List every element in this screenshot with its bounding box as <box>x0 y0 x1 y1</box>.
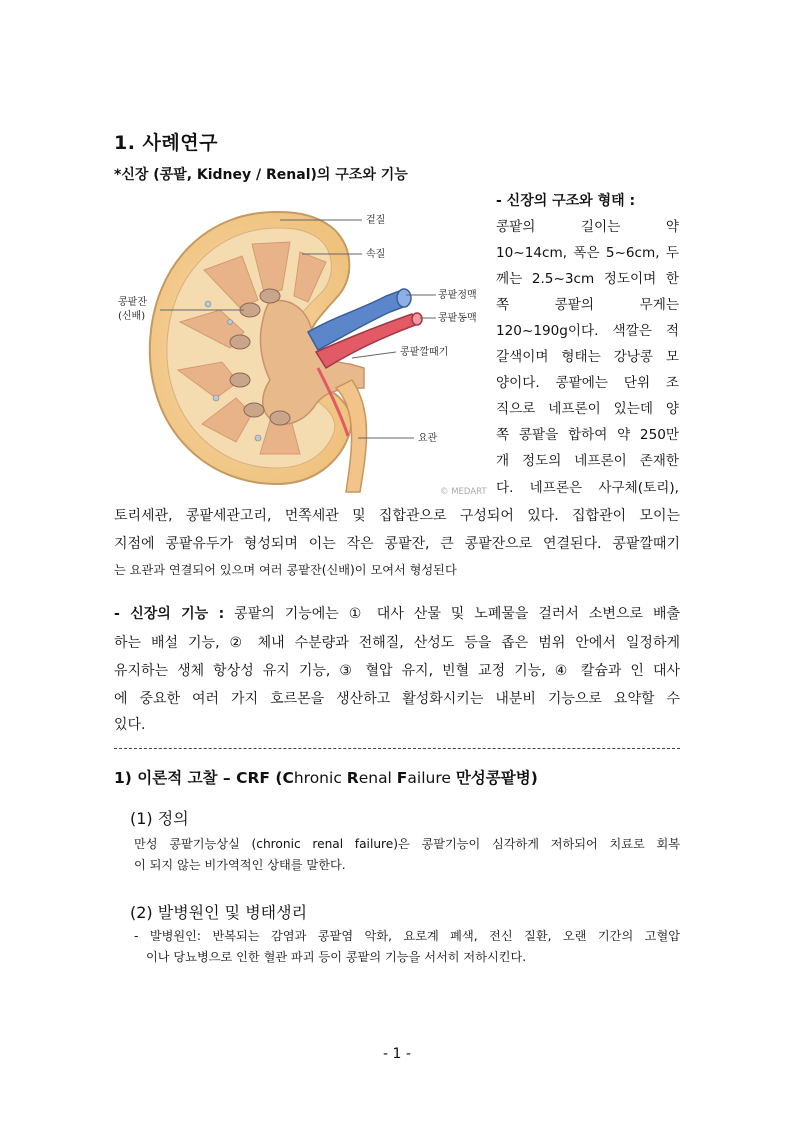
label-renal-artery: 콩팥동맥 <box>438 313 477 324</box>
function-line: 있다. <box>114 717 146 733</box>
definition-line: 이 되지 않는 비가역적인 상태를 말한다. <box>134 858 346 872</box>
cause-heading: (2) 발병원인 및 병태생리 <box>130 903 308 922</box>
label-calyx-alt: (신배) <box>118 311 146 322</box>
label-medulla: 속질 <box>366 249 386 260</box>
page-heading: 1. 사례연구 <box>114 132 218 154</box>
cause-line: 이나 당뇨병으로 인한 혈관 파괴 등이 콩팥의 기능을 서서히 저하시킨다. <box>146 950 527 964</box>
function-first-line <box>114 601 680 627</box>
structure-line: 쪽 콩팥의 무게는 <box>496 297 679 313</box>
structure-title: - 신장의 구조와 형태 : <box>496 193 636 209</box>
structure-line: 갈색이며 형태는 강낭콩 모 <box>496 349 679 365</box>
structure-line: 콩팥의 길이는 약 <box>496 219 679 235</box>
dashed-separator <box>114 748 680 749</box>
label-renal-pelvis: 콩팥깔때기 <box>400 347 449 358</box>
structure-full-line: 지점에 콩팥유두가 형성되며 이는 작은 콩팥잔, 큰 콩팥잔으로 연결된다. 콩팥깔때기 <box>114 536 680 552</box>
function-line: 에 중요한 여러 가지 호르몬을 생산하고 활성화시키는 내분비 기능으로 요약할 수 <box>114 691 680 707</box>
structure-line: 께는 2.5~3cm 정도이며 한 <box>496 271 679 287</box>
structure-line: 10~14cm, 폭은 5~6cm, 두 <box>496 245 679 261</box>
structure-full-line: 토리세관, 콩팥세관고리, 먼쪽세관 및 집합관으로 구성되어 있다. 집합관이 모이는 <box>114 508 680 524</box>
section-heading: 1) 이론적 고찰 – CRF (Chronic Renal Failure 만성콩팥병) <box>114 769 538 787</box>
definition-heading: (1) 정의 <box>130 809 189 828</box>
label-ureter: 요관 <box>418 433 438 444</box>
structure-line: 직으로 네프론이 있는데 양 <box>496 401 679 417</box>
cause-line: - 발병원인: 반복되는 감염과 콩팥염 악화, 요로계 폐색, 전신 질환, 오랜 기간의 고혈압 <box>134 929 680 943</box>
function-line: 유지하는 생체 항상성 유지 기능, ③ 혈압 유지, 빈혈 교정 기능, ④ 칼슘과 인 대사 <box>114 663 680 679</box>
function-text: 콩팥의 기능에는 ① 대사 산물 및 노폐물을 걸러서 소변으로 배출 <box>224 606 681 622</box>
structure-line: 다. 네프론은 사구체(토리), <box>496 480 679 496</box>
function-title: - 신장의 기능 : <box>114 606 225 622</box>
definition-line: 만성 콩팥기능상실 (chronic renal failure)은 콩팥기능이 심각하게 저하되어 치료로 회복 <box>134 837 680 851</box>
function-line: 하는 배설 기능, ② 체내 수분량과 전해질, 산성도 등을 좁은 범위 안에서 일정하게 <box>114 635 680 651</box>
label-calyx: 콩팥잔 <box>118 297 147 308</box>
section-subheading: *신장 (콩팥, Kidney / Renal)의 구조와 기능 <box>114 167 408 183</box>
structure-line: 양이다. 콩팥에는 단위 조 <box>496 375 679 391</box>
label-renal-vein: 콩팥정맥 <box>438 290 477 301</box>
kidney-diagram <box>112 192 492 502</box>
structure-full-line: 는 요관과 연결되어 있으며 여러 콩팥잔(신배)이 모여서 형성된다 <box>114 563 457 577</box>
structure-line: 120~190g이다. 색깔은 적 <box>496 323 679 339</box>
label-cortex: 겉질 <box>366 215 386 226</box>
structure-line: 개 정도의 네프론이 존재한 <box>496 453 679 469</box>
page-number: - 1 - <box>383 1046 411 1062</box>
watermark: © MEDART <box>440 487 487 497</box>
structure-line: 쪽 콩팥을 합하여 약 250만 <box>496 427 679 443</box>
